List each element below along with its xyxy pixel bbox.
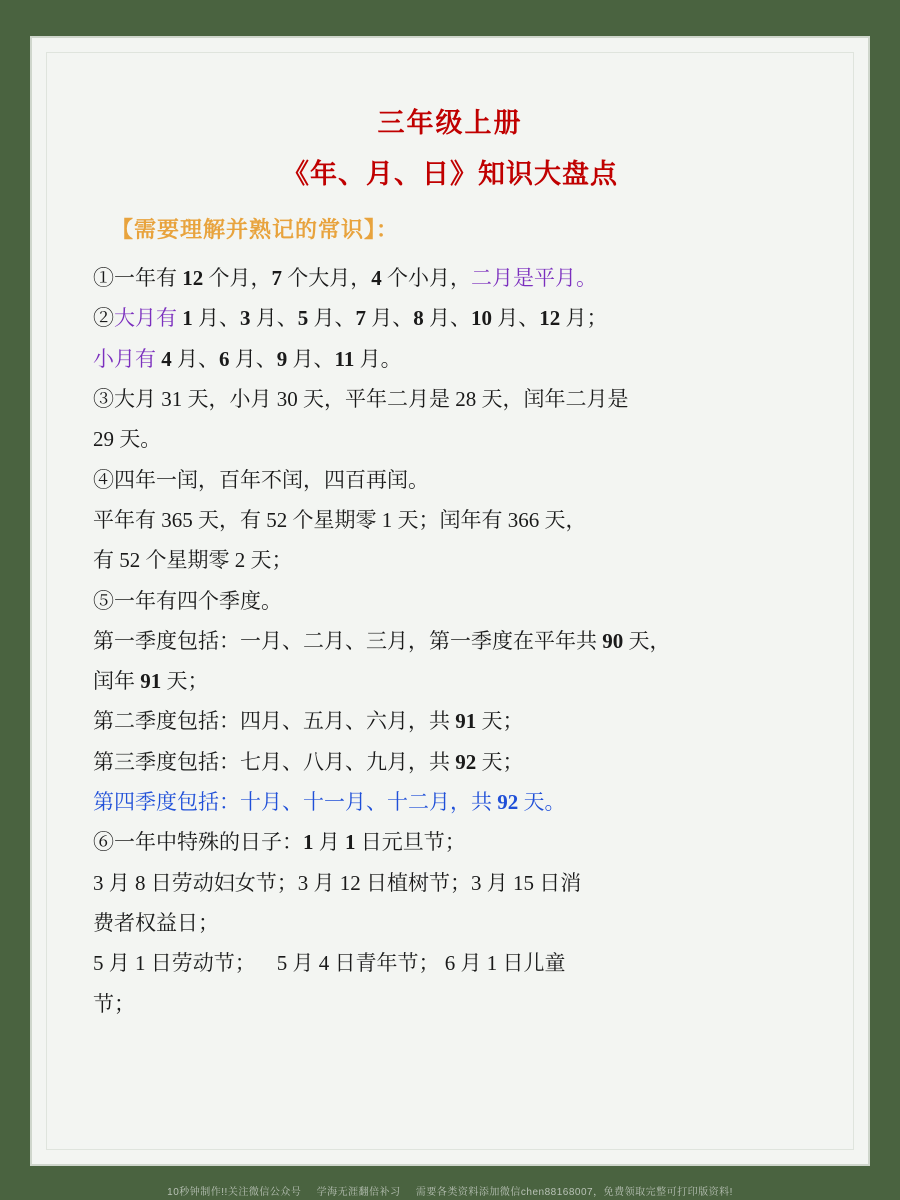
text-segment: 1	[303, 830, 314, 855]
text-segment: 92	[497, 790, 519, 815]
text-segment: 天；	[476, 709, 524, 734]
text-segment: 月、	[229, 346, 277, 371]
text-segment: 3 月 8 日劳动妇女节；3 月 12 日植树节；3 月 15 日消	[93, 870, 582, 895]
text-segment: 月、	[287, 346, 335, 371]
text-segment: 节；	[93, 991, 135, 1016]
footer-watermark	[0, 1183, 900, 1198]
text-segment: 12	[182, 266, 204, 290]
text-segment: 大月有	[114, 306, 177, 331]
text-segment: 1	[182, 306, 193, 331]
text-segment: 天；	[476, 749, 524, 774]
text-segment: 月、	[366, 306, 414, 331]
text-line-festival-4	[93, 984, 807, 1024]
text-segment: 7	[355, 306, 366, 331]
text-segment: ⑥一年中特殊的日子：	[93, 830, 303, 855]
text-segment: 9	[276, 346, 288, 371]
document-content	[46, 52, 854, 1150]
text-line-quarter-1b	[93, 661, 807, 701]
text-segment: 3	[240, 306, 251, 331]
text-line-festival-2	[93, 903, 807, 943]
text-line-item-4	[93, 460, 807, 500]
text-segment: 8	[413, 306, 424, 331]
text-segment: 1	[345, 830, 356, 855]
text-segment: 11	[334, 346, 355, 371]
text-segment: ①一年有	[93, 266, 183, 290]
text-segment: 月；	[560, 306, 608, 331]
text-segment: 月、	[171, 346, 219, 371]
text-segment: 第二季度包括：四月、五月、六月，共	[93, 709, 456, 734]
text-line-item-1	[93, 258, 807, 298]
text-segment: 小月有	[93, 346, 156, 371]
text-segment: 第四季度包括：十月、十一月、十二月，共	[93, 790, 498, 815]
text-line-item-4c	[93, 540, 807, 580]
text-segment: 个月，	[203, 266, 272, 290]
text-segment: 7	[271, 266, 282, 290]
text-segment: 月、	[423, 306, 471, 331]
text-line-item-3a	[93, 379, 807, 419]
page-title-line1: 三年级上册	[377, 108, 523, 138]
text-segment: 天。	[518, 790, 566, 815]
text-line-quarter-2	[93, 701, 807, 741]
text-segment: 12	[539, 306, 561, 331]
text-line-item-2b	[93, 339, 807, 379]
text-segment: 天，	[623, 628, 671, 653]
text-segment: 5	[297, 306, 309, 331]
text-segment: 5 月 1 日劳动节； 5 月 4 日青年节； 6 月 1 日儿童	[93, 951, 566, 976]
text-segment: 90	[602, 628, 624, 653]
text-line-item-5	[93, 581, 807, 621]
text-segment: 个小月，	[381, 266, 471, 290]
text-segment: 二月是平月。	[471, 266, 597, 290]
document-page	[30, 36, 870, 1166]
text-segment: 月。	[354, 346, 402, 371]
page-title-line2: 《年、月、日》知识大盘点	[282, 159, 618, 189]
text-segment: 日元旦节；	[355, 830, 466, 855]
text-segment: ③大月 31 天，小月 30 天，平年二月是 28 天，闰年二月是	[93, 386, 629, 411]
section-subheading: 【需要理解并熟记的常识】：	[111, 217, 400, 242]
text-segment: 4	[371, 266, 382, 290]
text-segment: 费者权益日；	[93, 911, 219, 935]
text-segment: 有 52 个星期零 2 天；	[93, 548, 293, 573]
text-segment: 91	[140, 669, 162, 694]
text-segment: 10	[471, 306, 492, 331]
text-line-quarter-1a	[93, 621, 807, 661]
text-segment: 29 天。	[93, 427, 162, 452]
text-segment: 91	[455, 709, 477, 734]
footer-item: 需要各类资料添加微信chen88168007，免费领取完整可打印版资料!	[415, 1187, 733, 1198]
text-segment: 第三季度包括：七月、八月、九月，共	[93, 749, 456, 774]
text-line-festival-3	[93, 943, 807, 983]
text-segment: 6	[219, 346, 230, 371]
footer-item: 10秒钟制作!!关注微信公众号	[167, 1187, 302, 1198]
text-line-item-2a	[93, 298, 807, 338]
text-segment: 平年有 365 天，有 52 个星期零 1 天；闰年有 366 天，	[93, 507, 587, 532]
text-line-item-4b	[93, 500, 807, 540]
text-line-item-3b	[93, 419, 807, 459]
document-body	[93, 258, 807, 1024]
text-line-quarter-3	[93, 742, 807, 782]
text-line-quarter-4	[93, 782, 807, 822]
text-line-festival-1	[93, 863, 807, 903]
text-segment: 闰年	[93, 669, 141, 694]
text-segment: 天；	[161, 669, 209, 694]
text-segment: 第一季度包括：一月、二月、三月，第一季度在平年共	[93, 628, 603, 653]
text-segment: 个大月，	[282, 266, 372, 290]
text-segment: ⑤一年有四个季度。	[93, 588, 282, 613]
text-segment: 4	[161, 346, 172, 371]
text-segment: 92	[455, 749, 477, 774]
footer-item: 学海无涯翻倍补习	[316, 1187, 401, 1198]
text-line-item-6	[93, 822, 807, 862]
text-segment: 月	[313, 830, 345, 855]
text-segment: 月、	[192, 306, 240, 331]
text-segment: 月、	[250, 306, 298, 331]
text-segment: ④四年一闰，百年不闰，四百再闰。	[93, 467, 429, 492]
text-segment: ②	[93, 306, 114, 331]
text-segment: 月、	[308, 306, 356, 331]
text-segment: 月、	[492, 306, 540, 331]
